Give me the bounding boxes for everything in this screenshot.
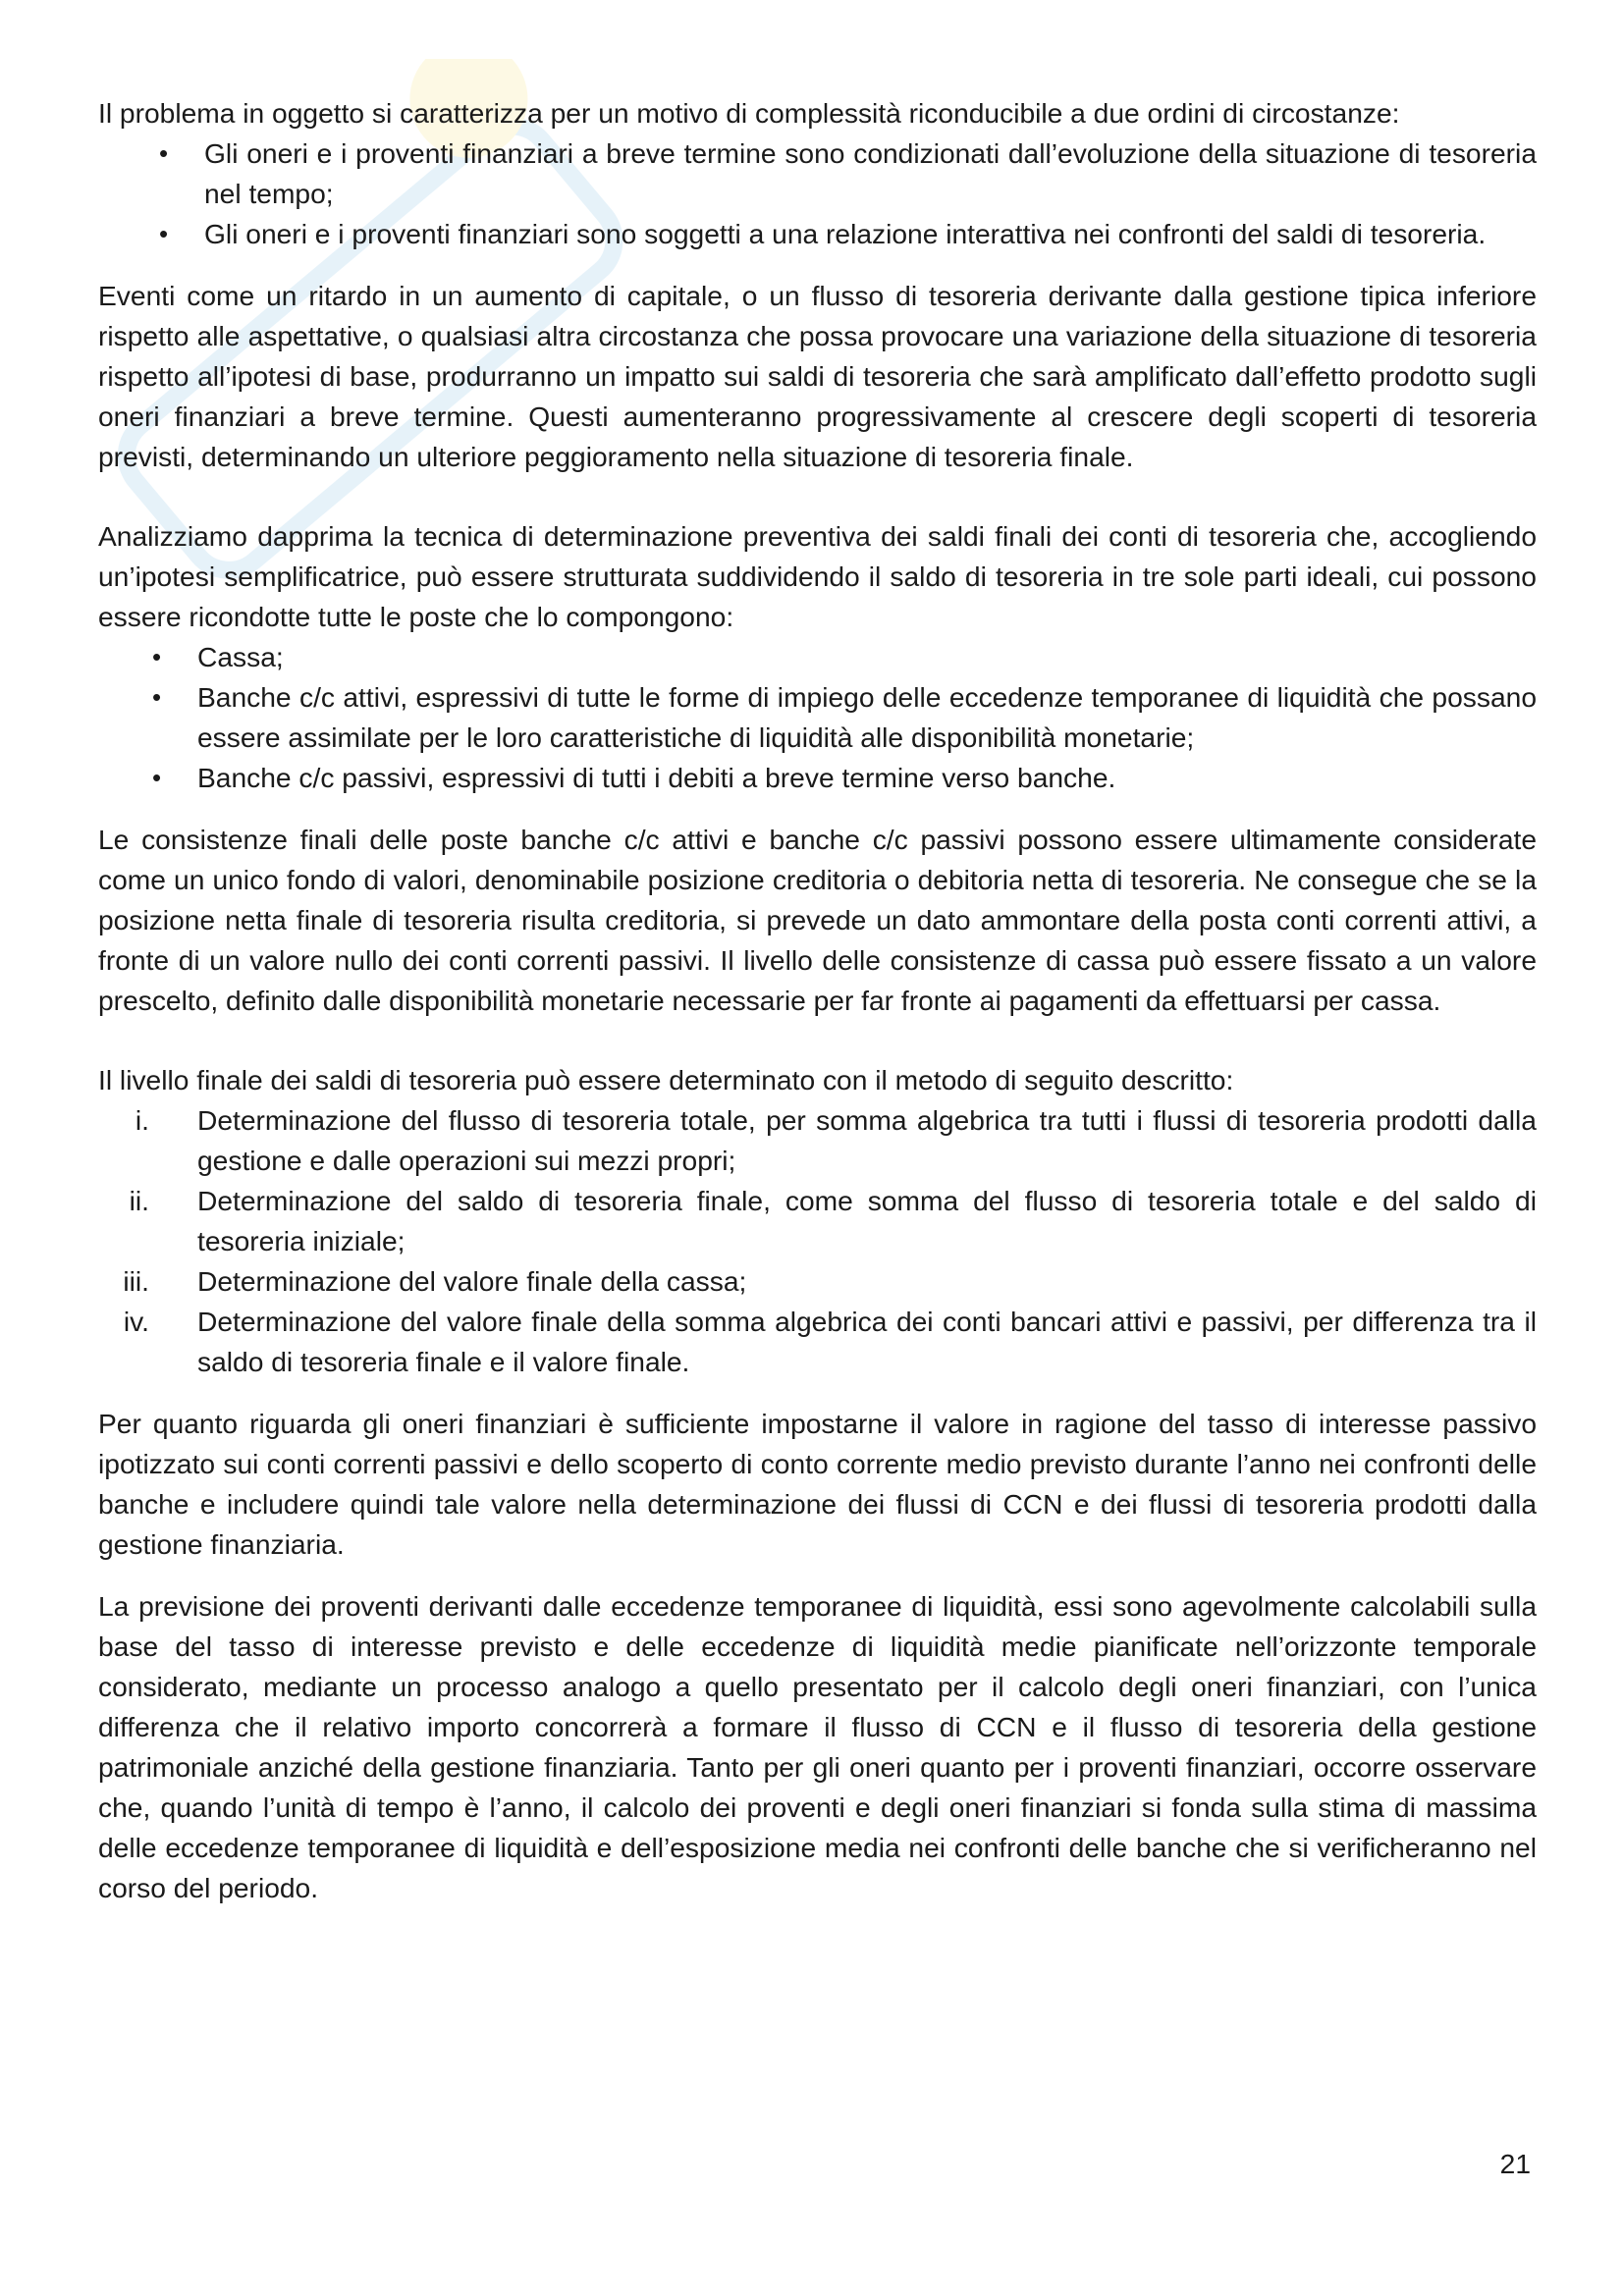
analysis-paragraph: Analizziamo dapprima la tecnica di determinazione preventiva dei saldi finali dei conti di tesoreria che, accogliendo un’ipotesi semplificatrice, può essere strutturata suddividendo il saldo di tesoreria in tre sole parti ideali, cui possono essere ricondotte tutte le poste che lo compongono: <box>98 520 1537 632</box>
step-number: ii. <box>129 1185 149 1216</box>
list-item: • Banche c/c passivi, espressivi di tutti i debiti a breve termine verso banche. <box>98 758 1537 798</box>
proventi-paragraph: La previsione dei proventi derivanti dalle eccedenze temporanee di liquidità, essi sono agevolmente calcolabili sulla base del tasso di interesse previsto e delle eccedenze di liquidità medie pianificate nell’orizzonte temporale considerato, mediante un processo analogo a quello presentato per il calcolo degli oneri finanziari, con l’unica differenza che il relativo importo concorrerà a formare il flusso di CCN e il flusso di tesoreria della gestione patrimoniale anziché della gestione finanziaria. Tanto per gli oneri quanto per i proventi finanziari, occorre osservare che, quando l’unità di tempo è l’anno, il calcolo dei proventi e degli oneri finanziari si fonda sulla stima di massima delle eccedenze temporanee di liquidità e dell’esposizione media nei confronti delle banche che si verificheranno nel corso del periodo. <box>98 1590 1537 1903</box>
step-number: iii. <box>123 1265 149 1297</box>
bullet-icon: • <box>152 642 162 671</box>
list-item: • Banche c/c attivi, espressivi di tutte le forme di impiego delle eccedenze temporanee di liquidità che possano essere assimilate per le loro caratteristiche di liquidità alle disponibilità monetarie; <box>98 677 1537 758</box>
events-paragraph: Eventi come un ritardo in un aumento di capitale, o un flusso di tesoreria derivante dalla gestione tipica inferiore rispetto alle aspettative, o qualsiasi altra circostanza che possa provocare una variazione della situazione di tesoreria rispetto all’ipotesi di base, produrranno un impatto sui saldi di tesoreria che sarà amplificato dall’effetto prodotto sugli oneri finanziari a breve termine. Questi aumenteranno progressivamente al crescere degli scoperti di tesoreria previsti, determinando un ulteriore peggioramento nella situazione di tesoreria finale. <box>98 280 1537 472</box>
method-step-list <box>98 1100 1537 1382</box>
step-number: iv. <box>123 1306 149 1337</box>
consistenze-paragraph: Le consistenze finali delle poste banche c/c attivi e banche c/c passivi possono essere ultimamente considerate come un unico fondo di valori, denominabile posizione creditoria o debitoria netta di tesoreria. Ne consegue che se la posizione netta finale di tesoreria risulta creditoria, si prevede un dato ammontare della posta conti correnti attivi, a fronte di un valore nullo dei conti correnti passivi. Il livello delle consistenze di cassa può essere fissato a un valore prescelto, definito dalle disponibilità monetarie necessarie per far fronte ai pagamenti da effettuarsi per cassa. <box>98 824 1537 1016</box>
intro-bullet-list <box>98 133 1537 254</box>
page-number: 21 <box>1499 2148 1531 2179</box>
oneri-paragraph: Per quanto riguarda gli oneri finanziari è sufficiente impostarne il valore in ragione del tasso di interesse passivo ipotizzato sui conti correnti passivi e dello scoperto di conto corrente medio previsto durante l’anno nei confronti delle banche e includere quindi tale valore nella determinazione dei flussi di CCN e dei flussi di tesoreria prodotti dalla gestione finanziaria. <box>98 1408 1537 1560</box>
bullet-icon: • <box>159 219 169 248</box>
intro-paragraph: Il problema in oggetto si caratterizza per un motivo di complessità riconducibile a due ordini di circostanze: <box>98 97 1400 129</box>
list-item: • Cassa; <box>98 637 1537 677</box>
analysis-bullet-list <box>98 637 1537 798</box>
bullet-icon: • <box>152 763 162 792</box>
list-item: i. Determinazione del flusso di tesoreria totale, per somma algebrica tra tutti i flussi di tesoreria prodotti dalla gestione e dalle operazioni sui mezzi propri; <box>98 1100 1537 1181</box>
document-page <box>98 93 1537 1908</box>
list-item: • Gli oneri e i proventi finanziari a breve termine sono condizionati dall’evoluzione della situazione di tesoreria nel tempo; <box>98 133 1537 214</box>
step-number: i. <box>135 1104 149 1136</box>
method-paragraph: Il livello finale dei saldi di tesoreria può essere determinato con il metodo di seguito descritto: <box>98 1064 1234 1095</box>
bullet-icon: • <box>152 682 162 712</box>
bullet-icon: • <box>159 138 169 168</box>
list-item: iii. Determinazione del valore finale della cassa; <box>98 1261 1537 1302</box>
list-item: ii. Determinazione del saldo di tesoreria finale, come somma del flusso di tesoreria totale e del saldo di tesoreria iniziale; <box>98 1181 1537 1261</box>
list-item: iv. Determinazione del valore finale della somma algebrica dei conti bancari attivi e passivi, per differenza tra il saldo di tesoreria finale e il valore finale. <box>98 1302 1537 1382</box>
list-item: • Gli oneri e i proventi finanziari sono soggetti a una relazione interattiva nei confronti del saldi di tesoreria. <box>98 214 1537 254</box>
